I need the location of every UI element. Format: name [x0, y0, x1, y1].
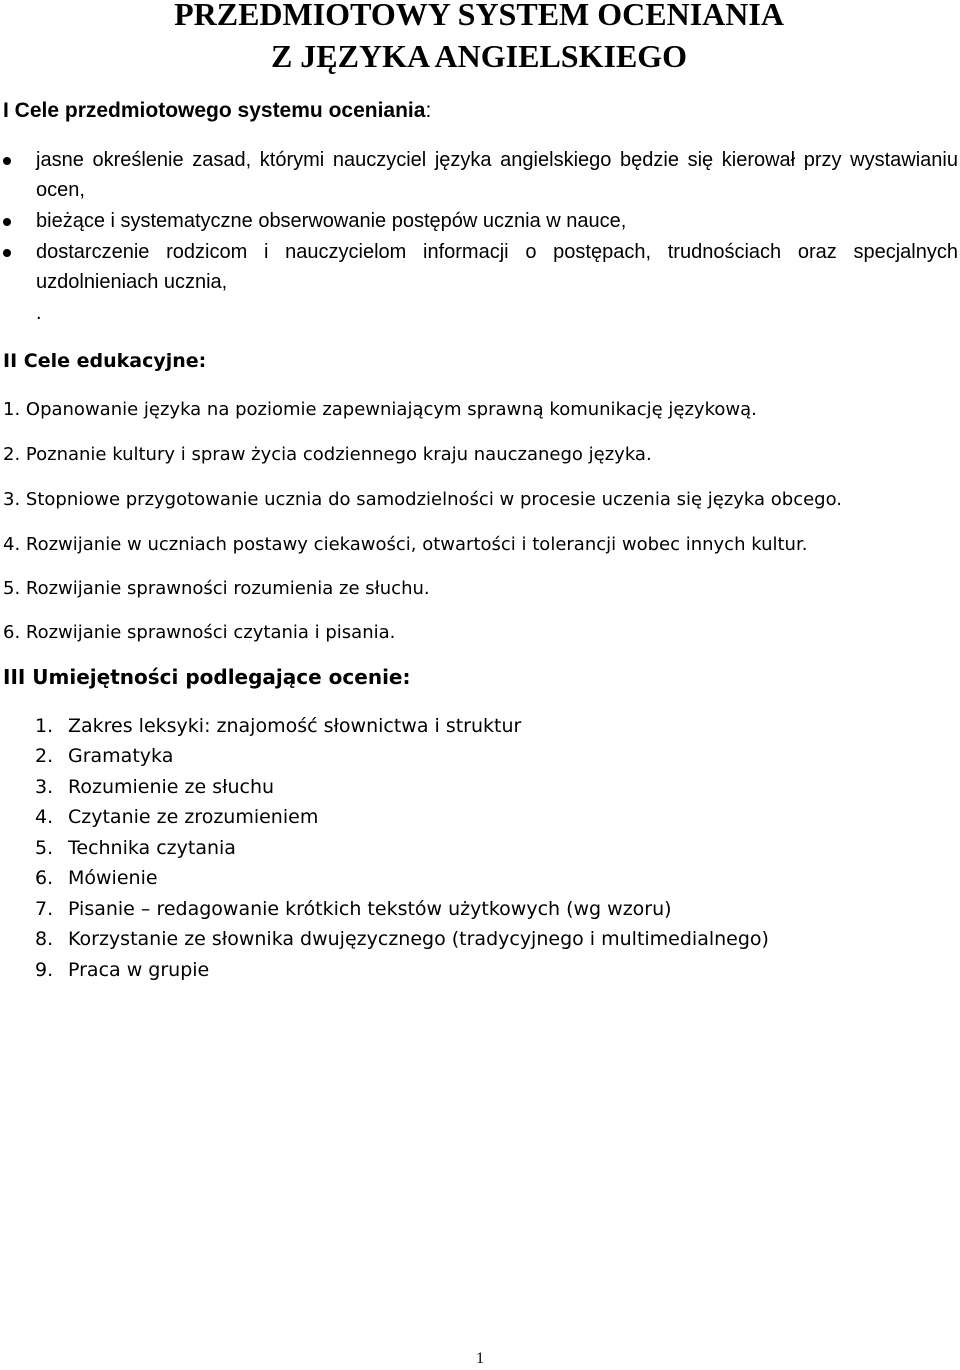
- skill-number: 3.: [35, 776, 54, 798]
- educational-goal-6: 6. Rozwijanie sprawności czytania i pisania.: [3, 622, 396, 643]
- section-2-heading: II Cele edukacyjne:: [3, 350, 207, 372]
- skill-item-vocabulary: Zakres leksyki: znajomość słownictwa i struktur: [68, 715, 522, 737]
- skill-item-grammar: Gramatyka: [68, 745, 174, 767]
- skill-number: 2.: [35, 745, 54, 767]
- skill-number: 7.: [35, 898, 54, 920]
- skill-item-listening: Rozumienie ze słuchu: [68, 776, 275, 798]
- skill-number: 1.: [35, 715, 54, 737]
- document-title-line-2: Z JĘZYKA ANGIELSKIEGO: [270, 38, 688, 74]
- bullet-icon: [3, 218, 11, 226]
- bullet-icon: [3, 157, 11, 165]
- educational-goal-5: 5. Rozwijanie sprawności rozumienia ze słuchu.: [3, 578, 430, 599]
- trailing-period: .: [36, 302, 42, 324]
- page-number: 1: [476, 1350, 484, 1367]
- section-1-heading-colon: :: [425, 99, 432, 122]
- skill-number: 4.: [35, 806, 54, 828]
- skill-number: 6.: [35, 867, 54, 889]
- section-3-heading: III Umiejętności podlegające ocenie:: [3, 665, 411, 689]
- skill-item-group-work: Praca w grupie: [68, 959, 210, 981]
- goal-bullet-3: dostarczenie rodzicom i nauczycielom informacji o postępach, trudnościach oraz specjalnych uzdolnieniach ucznia,: [36, 241, 958, 293]
- bullet-icon: [3, 249, 11, 257]
- section-1-heading-text: I Cele przedmiotowego systemu oceniania: [3, 99, 426, 122]
- goal-bullet-1: jasne określenie zasad, którymi nauczyciel języka angielskiego będzie się kierował przy wystawianiu ocen,: [36, 149, 958, 201]
- skill-item-reading-technique: Technika czytania: [68, 837, 236, 859]
- section-1-heading: [3, 96, 431, 126]
- educational-goal-3: 3. Stopniowe przygotowanie ucznia do samodzielności w procesie uczenia się języka obcego.: [3, 489, 843, 510]
- skill-item-reading-comprehension: Czytanie ze zrozumieniem: [68, 806, 319, 828]
- educational-goal-4: 4. Rozwijanie w uczniach postawy ciekawości, otwartości i tolerancji wobec innych kultur.: [3, 534, 808, 555]
- skill-number: 9.: [35, 959, 54, 981]
- skill-item-dictionary-use: Korzystanie ze słownika dwujęzycznego (tradycyjnego i multimedialnego): [68, 928, 769, 950]
- skill-item-writing: Pisanie – redagowanie krótkich tekstów użytkowych (wg wzoru): [68, 898, 672, 920]
- skill-number: 5.: [35, 837, 54, 859]
- educational-goal-1: 1. Opanowanie języka na poziomie zapewniającym sprawną komunikację językową.: [3, 399, 757, 420]
- goal-bullet-2: bieżące i systematyczne obserwowanie postępów ucznia w nauce,: [36, 210, 627, 232]
- educational-goal-2: 2. Poznanie kultury i spraw życia codziennego kraju nauczanego języka.: [3, 444, 652, 465]
- skill-number: 8.: [35, 928, 54, 950]
- skill-item-speaking: Mówienie: [68, 867, 158, 889]
- document-title-line-1: PRZEDMIOTOWY SYSTEM OCENIANIA: [174, 0, 784, 32]
